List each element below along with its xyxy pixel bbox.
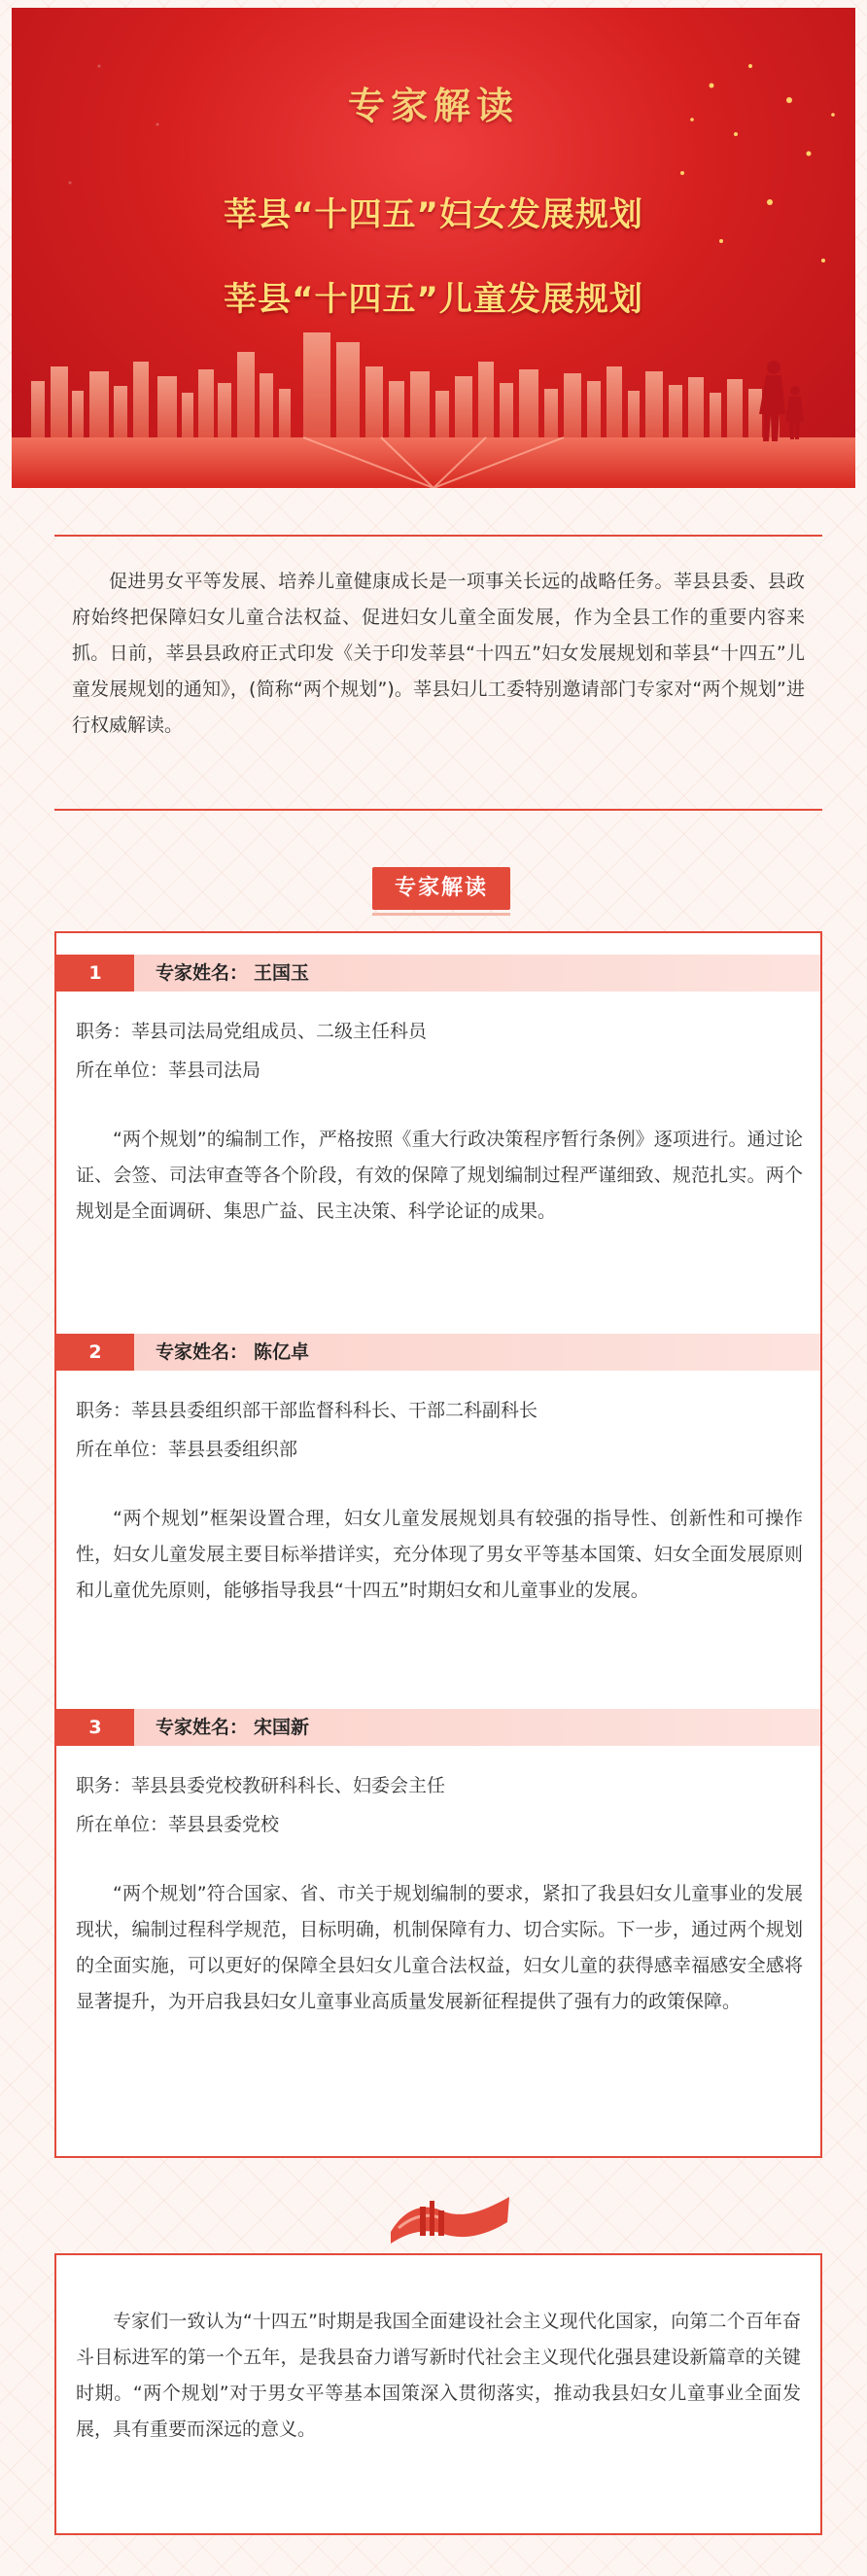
conclusion-section (54, 2253, 822, 2535)
intro-section (54, 535, 822, 811)
expert-position: 职务：莘县县委党校教研科科长、妇委会主任 (76, 1775, 446, 1796)
expert-name-label: 专家姓名： (156, 1341, 249, 1363)
expert-number: 3 (56, 1709, 134, 1746)
banner-title: 专家解读 (347, 85, 519, 127)
expert-commentary: “两个规划”的编制工作，严格按照《重大行政决策程序暂行条例》逐项进行。通过论证、会签、司法审查等各个阶段，有效的保障了规划编制过程严谨细致、规范扎实。两个规划是全面调研、集思广益、民主决策、科学论证的成果。 (76, 1129, 803, 1222)
banner-subtitle-women: 莘县“十四五”妇女发展规划 (224, 195, 643, 234)
city-skyline-illustration (12, 313, 855, 488)
expert-name-label: 专家姓名： (156, 1717, 249, 1738)
expert-name-label: 专家姓名： (156, 962, 249, 984)
expert-card-2 (56, 1334, 820, 1601)
expert-card-3 (56, 1709, 820, 2012)
expert-name-row (156, 1709, 309, 1746)
expert-name: 宋国新 (254, 1717, 310, 1738)
expert-header (56, 955, 820, 992)
red-flag-icon (385, 2189, 515, 2247)
experts-panel (54, 931, 822, 2158)
expert-header (56, 1709, 820, 1746)
expert-position: 职务：莘县县委组织部干部监督科科长、干部二科副科长 (76, 1400, 538, 1421)
banner-subtitle-children: 莘县“十四五”儿童发展规划 (224, 280, 643, 319)
header-banner (12, 8, 855, 488)
expert-commentary: “两个规划”符合国家、省、市关于规划编制的要求，紧扣了我县妇女儿童事业的发展现状，编制过程科学规范，目标明确，机制保障有力、切合实际。下一步，通过两个规划的全面实施，可以更好的保障全县妇女儿童合法权益，妇女儿童的获得感幸福感安全感将显著提升，为开启我县妇女儿童事业高质量发展新征程提供了强有力的政策保障。 (76, 1883, 803, 2012)
expert-unit: 所在单位：莘县司法局 (76, 1060, 261, 1081)
expert-name: 陈亿卓 (254, 1341, 310, 1363)
expert-commentary: “两个规划”框架设置合理，妇女儿童发展规划具有较强的指导性、创新性和可操作性，妇女儿童发展主要目标举措详实，充分体现了男女平等基本国策、妇女全面发展原则和儿童优先原则，能够指导我县“十四五”时期妇女和儿童事业的发展。 (76, 1508, 803, 1601)
expert-name-row (156, 955, 309, 992)
expert-name: 王国玉 (254, 962, 310, 984)
expert-number: 2 (56, 1334, 134, 1371)
expert-unit: 所在单位：莘县县委党校 (76, 1814, 280, 1835)
expert-name-row (156, 1334, 309, 1371)
expert-unit: 所在单位：莘县县委组织部 (76, 1439, 298, 1460)
section-label: 专家解读 (372, 867, 510, 910)
conclusion-paragraph: 专家们一致认为“十四五”时期是我国全面建设社会主义现代化国家，向第二个百年奋斗目标进军的第一个五年，是我县奋力谱写新时代社会主义现代化强县建设新篇章的关键时期。“两个规划”对于男女平等基本国策深入贯彻落实，推动我县妇女儿童事业全面发展，具有重要而深远的意义。 (76, 2311, 801, 2440)
expert-header (56, 1334, 820, 1371)
expert-card-1 (56, 955, 820, 1222)
intro-paragraph: 促进男女平等发展、培养儿童健康成长是一项事关长远的战略任务。莘县县委、县政府始终把保障妇女儿童合法权益、促进妇女儿童全面发展，作为全县工作的重要内容来抓。日前，莘县县政府正式印发《关于印发莘县“十四五”妇女发展规划和莘县“十四五”儿童发展规划的通知》，(简称“两个规划”)。莘县妇儿工委特别邀请部门专家对“两个规划”进行权威解读。 (72, 571, 805, 736)
expert-position: 职务：莘县司法局党组成员、二级主任科员 (76, 1021, 428, 1042)
expert-number: 1 (56, 955, 134, 992)
